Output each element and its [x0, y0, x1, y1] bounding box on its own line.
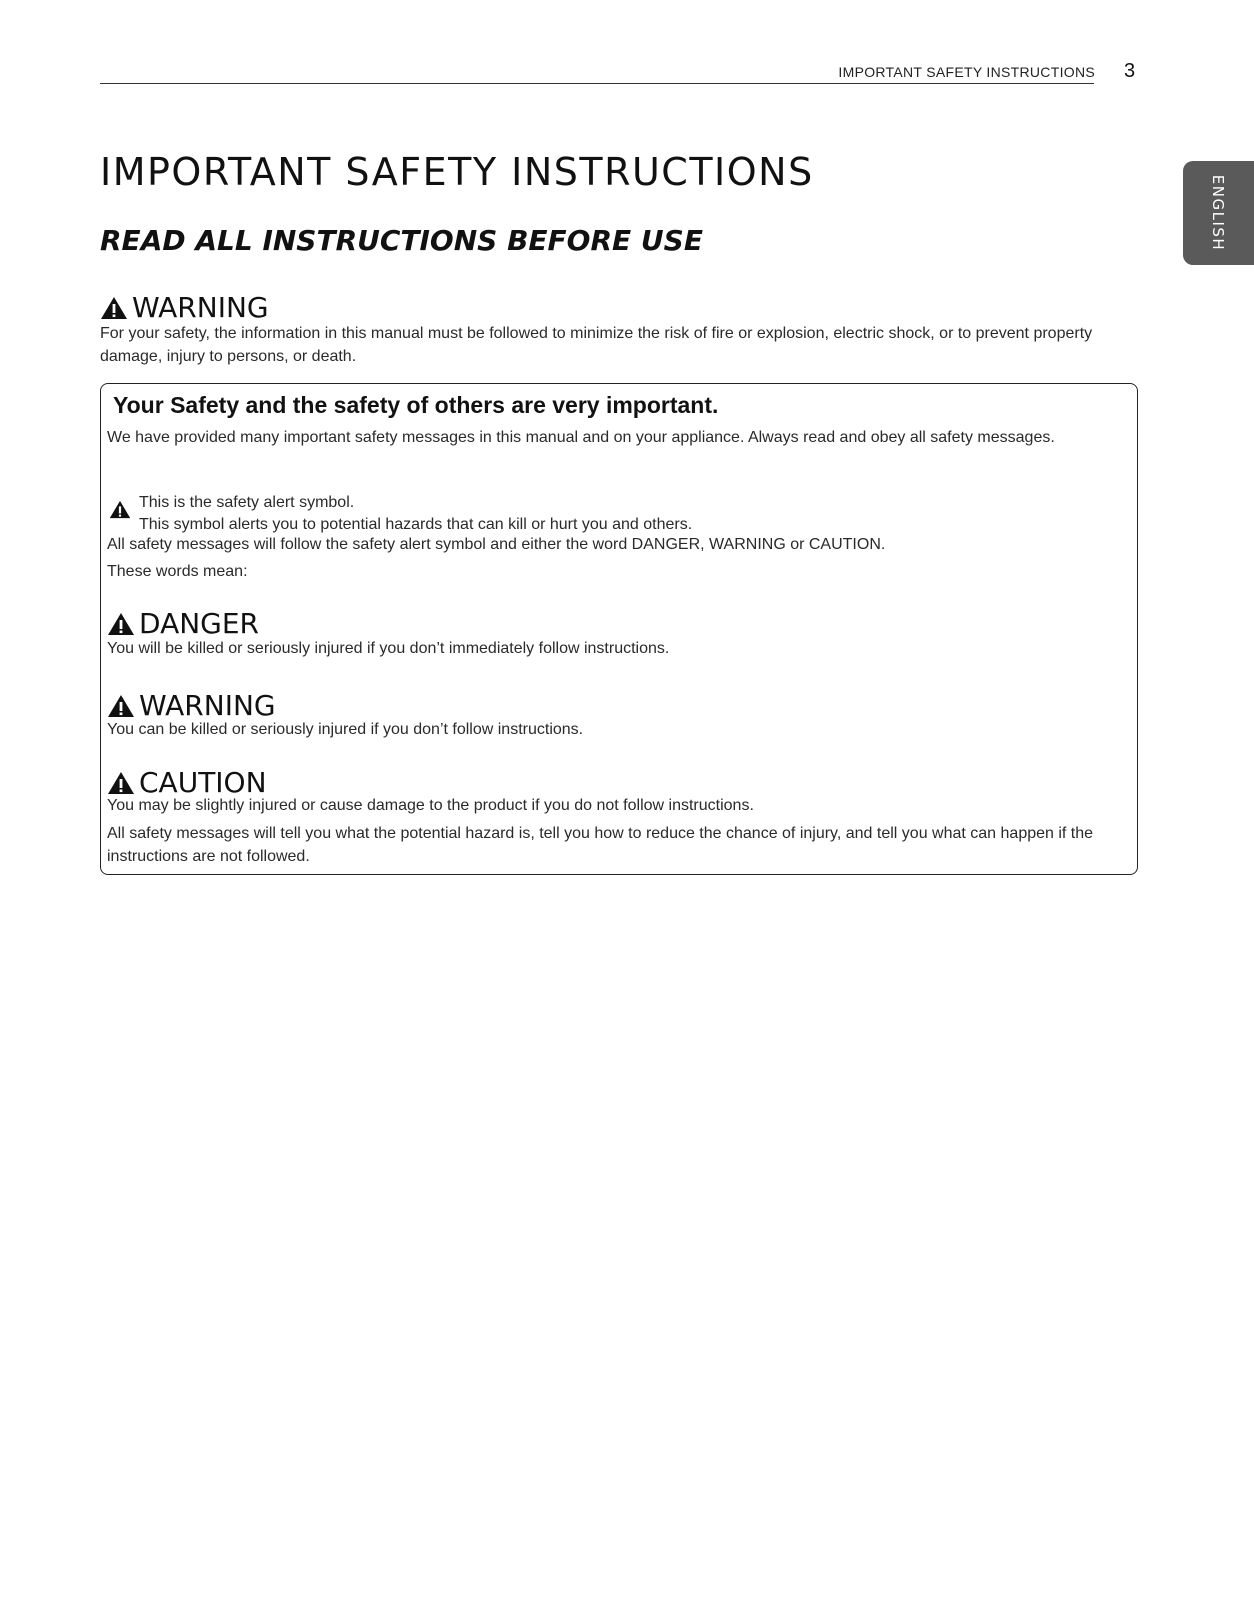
- page-subtitle: READ ALL INSTRUCTIONS BEFORE USE: [100, 224, 703, 257]
- warning-triangle-icon: [109, 500, 131, 519]
- caution-heading: [107, 766, 267, 799]
- symbol-line-2: This symbol alerts you to potential hazards that can kill or hurt you and others.: [139, 516, 693, 533]
- warning-label: WARNING: [139, 689, 276, 722]
- page-number: 3: [1124, 60, 1136, 82]
- warning-triangle-icon: [107, 694, 135, 718]
- safety-box-heading: Your Safety and the safety of others are very important.: [113, 392, 719, 418]
- top-warning-label: WARNING: [132, 291, 269, 324]
- danger-heading: [107, 607, 260, 640]
- language-tab: [1183, 161, 1254, 265]
- page-title: IMPORTANT SAFETY INSTRUCTIONS: [100, 150, 814, 194]
- danger-text: You will be killed or seriously injured if you don’t immediately follow instructions.: [107, 640, 670, 657]
- warning-text: You can be killed or seriously injured if you don’t follow instructions.: [107, 721, 584, 738]
- caution-label: CAUTION: [139, 766, 267, 799]
- warning-triangle-icon: [107, 612, 135, 636]
- language-tab-label: ENGLISH: [1209, 174, 1228, 252]
- warning-heading: [107, 689, 276, 722]
- top-warning-heading: [100, 291, 269, 324]
- safety-intro: We have provided many important safety messages in this manual and on your appliance. Always read and obey all safety messages.: [107, 429, 1055, 446]
- warning-triangle-icon: [107, 771, 135, 795]
- running-head: IMPORTANT SAFETY INSTRUCTIONS: [838, 64, 1095, 80]
- caution-text: You may be slightly injured or cause damage to the product if you do not follow instructions.: [107, 797, 754, 814]
- follow-text: All safety messages will follow the safety alert symbol and either the word DANGER, WARNING or CAUTION.: [107, 536, 886, 553]
- header-rule: [100, 83, 1094, 84]
- warning-triangle-icon: [100, 296, 128, 320]
- closing-text: All safety messages will tell you what the potential hazard is, tell you how to reduce the chance of injury, and tell you what can happen if the instructions are not followed.: [107, 825, 1094, 865]
- safety-box: [100, 383, 1138, 875]
- top-warning-text: For your safety, the information in this manual must be followed to minimize the risk of fire or explosion, electric shock, or to prevent property damage, injury to persons, or death.: [100, 325, 1093, 365]
- words-mean: These words mean:: [107, 563, 248, 580]
- symbol-line-1: This is the safety alert symbol.: [139, 494, 355, 511]
- danger-label: DANGER: [139, 607, 260, 640]
